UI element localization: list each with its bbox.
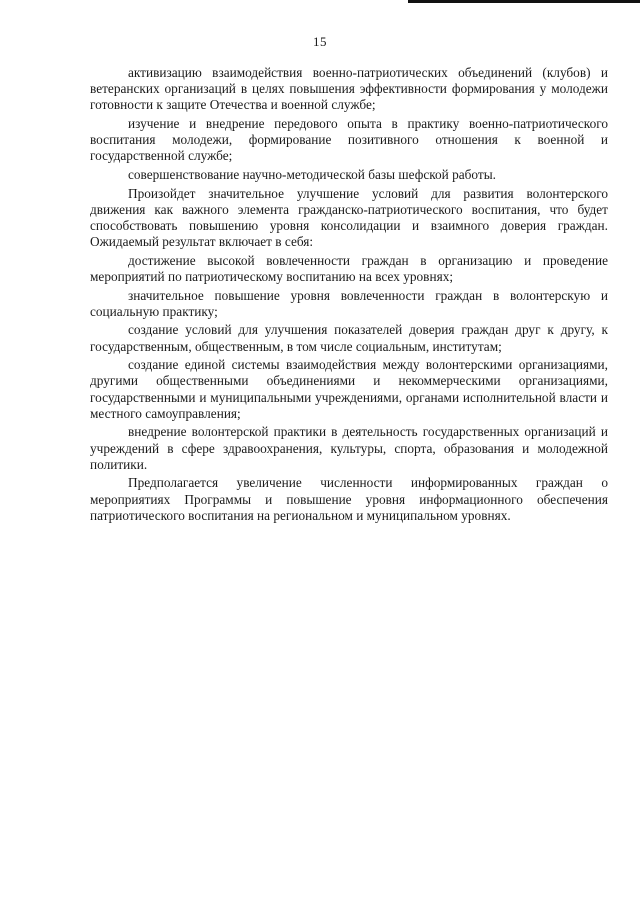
paragraph-8: создание единой системы взаимодействия между волонтерскими организациями, другими общественными объединениями и некоммерческими организациями, государственными и муниципальными учреждениями, органами исполнительной власти и местного самоуправления; bbox=[90, 357, 608, 421]
paragraph-1: активизацию взаимодействия военно-патриотических объединений (клубов) и ветеранских организаций в целях повышения эффективности формирования у молодежи готовности к защите Отечества и военной службе; bbox=[90, 65, 608, 113]
document-body bbox=[90, 65, 608, 526]
paragraph-7: создание условий для улучшения показателей доверия граждан друг к другу, к государственным, общественным, в том числе социальным, институтам; bbox=[90, 322, 608, 354]
paragraph-5: достижение высокой вовлеченности граждан в организацию и проведение мероприятий по патриотическому воспитанию на всех уровнях; bbox=[90, 252, 608, 284]
paragraph-9: внедрение волонтерской практики в деятельность государственных организаций и учреждений в сфере здравоохранения, культуры, спорта, образования и молодежной политики. bbox=[90, 424, 608, 472]
paragraph-2: изучение и внедрение передового опыта в практику военно-патриотического воспитания молодежи, формирование позитивного отношения к военной и государственной службе; bbox=[90, 116, 608, 164]
page-number: 15 bbox=[313, 34, 327, 49]
paragraph-4: Произойдет значительное улучшение условий для развития волонтерского движения как важного элемента гражданско-патриотического воспитания, что будет способствовать повышению уровня консолидации и взаимного доверия граждан. Ожидаемый результат включает в себя: bbox=[90, 185, 608, 250]
paragraph-10: Предполагается увеличение численности информированных граждан о мероприятиях Программы и повышение уровня информационного обеспечения патриотического воспитания на региональном и муниципальном уровнях. bbox=[90, 475, 608, 523]
top-rule bbox=[408, 0, 640, 3]
paragraph-6: значительное повышение уровня вовлеченности граждан в волонтерскую и социальную практику; bbox=[90, 287, 608, 319]
paragraph-3: совершенствование научно-методической базы шефской работы. bbox=[128, 167, 496, 182]
